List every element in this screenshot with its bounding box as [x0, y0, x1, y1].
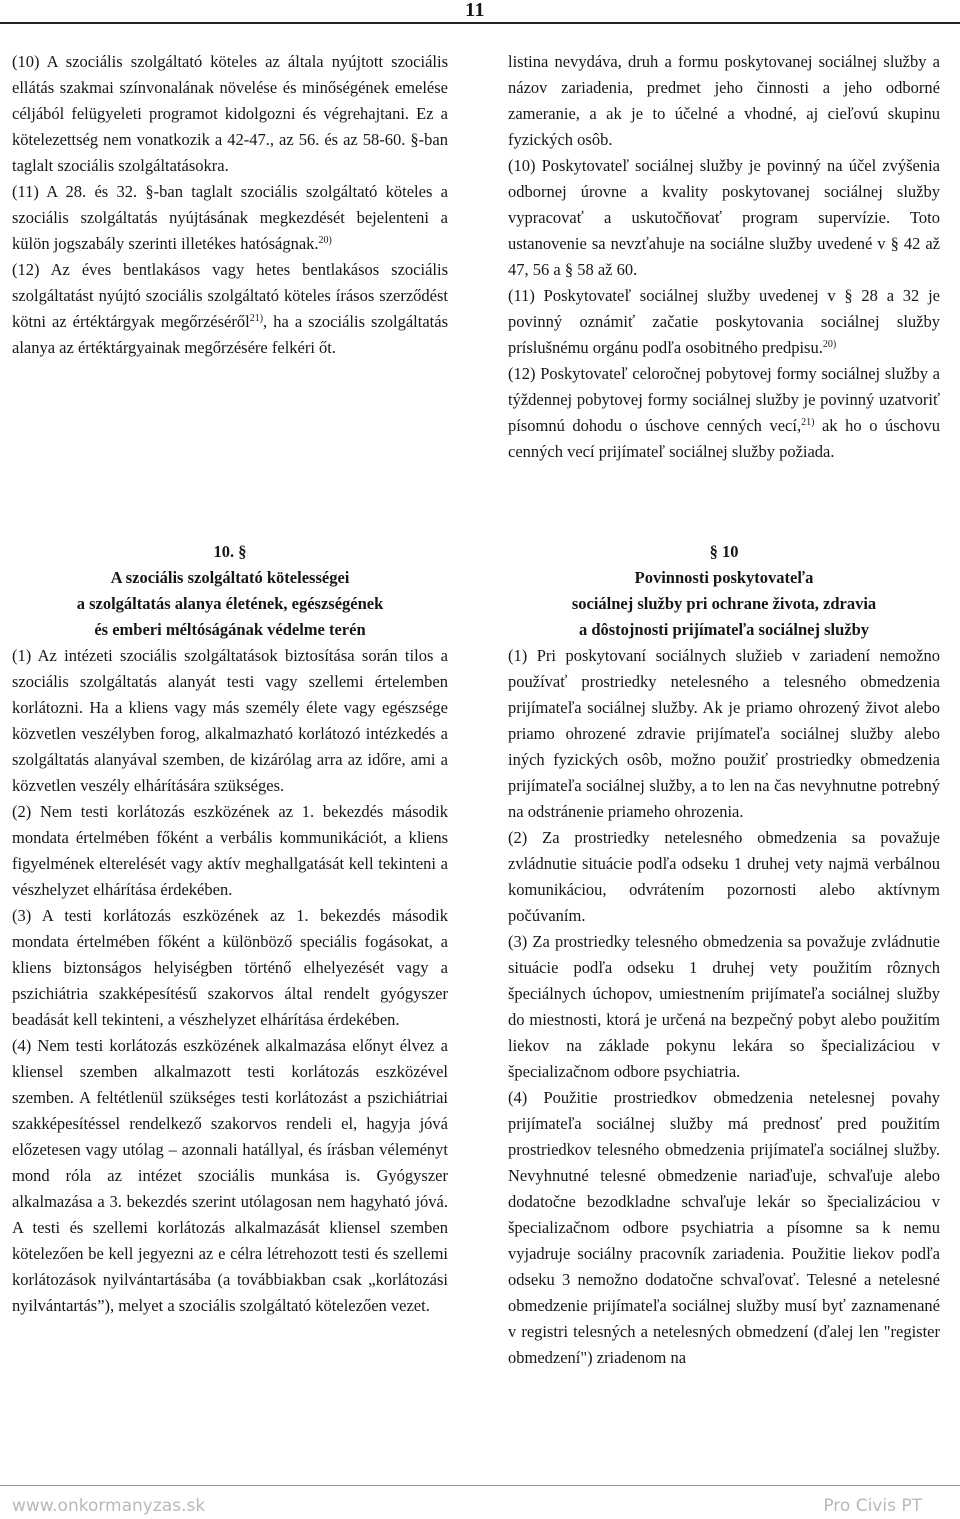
right-paragraph-10: (10) Poskytovateľ sociálnej služby je povinný na účel zvýšenia odbornej úrovne a kvality poskytovanej sociálnej služby vypracovať a uskutočňovať program supervízie. Toto ustanovenie sa nevzťahuje na sociálne služby uvedené v § 42 až 47, 56 a § 58 až 60.: [508, 156, 940, 279]
footnote-ref: 21): [249, 313, 264, 324]
left-heading-line: és emberi méltóságának védelme terén: [94, 620, 366, 639]
footnote-ref: 21): [801, 417, 815, 428]
right-heading-line: a dôstojnosti prijímateľa sociálnej služby: [578, 620, 870, 639]
left-section-number: 10. §: [213, 542, 247, 561]
footer-rule: [0, 1485, 960, 1486]
right-section-paragraph-2: (2) Za prostriedky netelesného obmedzenia sa považuje zvládnutie situácie podľa odseku 1 druhej vety najmä verbálnou komunikáciou, odvrátením pozornosti alebo aktívnym počúvaním.: [508, 828, 940, 925]
right-section-number: § 10: [709, 542, 739, 561]
right-section-10: [508, 539, 940, 1371]
footer-website: www.onkormanyzas.sk: [12, 1496, 206, 1516]
right-paragraph-continuation: listina nevydáva, druh a formu poskytovanej sociálnej služby a názov zariadenia, predmet jeho činnosti a jeho odborné zameranie, a ak je to účelné a vhodné, aj cieľovú skupinu fyzických osôb.: [508, 52, 940, 149]
right-paragraph-11: (11) Poskytovateľ sociálnej služby uvedenej v § 28 a 32 je povinný oznámiť začatie poskytovania sociálnej služby príslušnému orgánu podľa osobitného predpisu.$^{20)}$: [508, 286, 940, 357]
footnote-ref: 20): [318, 235, 332, 246]
left-heading-line: A szociális szolgáltató kötelességei: [110, 568, 350, 587]
right-section-paragraph-4: (4) Použitie prostriedkov obmedzenia netelesnej povahy prijímateľa sociálnej služby má prednosť pred použitím prostriedkov telesného obmedzenia prijímateľa sociálnej služby. Nevyhnutné telesné obmedzenie nariaďuje, schvaľuje alebo dodatočne bezodkladne schvaľuje lekár so špecializáciou v špecializačnom odbore psychiatria a písomne sa k nemu vyjadruje sociálny pracovník zariadenia. Použitie liekov podľa odseku 3 nemožno dodatočne schvaľovať. Telesné a netelesné obmedzenie prijímateľa sociálnej služby musí byť zaznamenané v registri telesných a netelesných obmedzení (ďalej len "register obmedzení") zriadenom na: [508, 1088, 940, 1367]
left-section-paragraph-4: (4) Nem testi korlátozás eszközének alkalmazása előnyt élvez a kliensel szemben alkalmazott testi korlátozás eszközével szemben. A feltétlenül szükséges testi korlátozást a pszichiátriai szakképesítéssel rendelkező szakorvos rendeli el, hagyja jóvá előzetesen vagy utólag – azonnali hatállyal, és írásban véleményt mond róla az intézet szociális munkása is. Gyógyszer alkalmazása a 3. bekezdés szerint utólagosan nem hagyható jóvá. A testi és szellemi korlátozás alkalmazását kliensel szemben kötelezően be kell jegyezni az e célra létrehozott testi és szellemi korlátozások nyilvántartásába (a továbbiakban csak „korlátozási nyilvántartás”), melyet a szociális szolgáltató kötelezően vezet.: [12, 1036, 448, 1315]
left-paragraph-11: (11) A 28. és 32. §-ban taglalt szociális szolgáltató köteles a szociális szolgáltatás nyújtásának megkezdését bejelenteni a külön jogszabály szerinti illetékes hatóságnak.$^{20)}$: [12, 182, 448, 253]
left-section-10: [12, 539, 448, 1319]
right-paragraph-12: (12) Poskytovateľ celoročnej pobytovej formy sociálnej služby a týždennej pobytovej formy sociálnej služby je povinný uzatvoriť písomnú dohodu o úschove cenných vecí,$^{21)}$ ak ho o úschovu cenných vecí prijímateľ sociálnej služby požiada.: [508, 364, 941, 461]
right-section-paragraph-3: (3) Za prostriedky telesného obmedzenia sa považuje zvládnutie situácie podľa odseku 1 druhej vety použitím rôznych špeciálnych úchopov, umiestnením prijímateľa sociálnej služby do miestnosti, ktorá je určená na bezpečný pobyt alebo použitím liekov na základe pokynu lekára so špecializáciou v špecializačnom odbore psychiatria.: [508, 932, 940, 1081]
right-heading-line: sociálnej služby pri ochrane života, zdravia: [571, 594, 877, 613]
left-paragraph-12: (12) Az éves bentlakásos vagy hetes bentlakásos szociális szolgáltatást nyújtó szociális szolgáltató köteles írásos szerződést kötni az értéktárgyak megőrzéséről$^{21)}$, ha a szociális szolgáltatás alanya az értéktárgyainak megőrzésére felkéri őt.: [12, 260, 449, 357]
footnote-ref: 20): [822, 339, 837, 350]
right-section-paragraph-1: (1) Pri poskytovaní sociálnych služieb v zariadení nemožno používať prostriedky netelesného a telesného obmedzenia prijímateľa sociálnej služby. Ak je priamo ohrozený život alebo priamo ohrozené zdravie prijímateľa sociálnej služby alebo iných fyzických osôb, možno použiť prostriedky obmedzenia prijímateľa sociálnej služby, a to len na čas nevyhnutne potrebný na odstránenie priameho ohrozenia.: [508, 646, 940, 821]
left-section-paragraph-2: (2) Nem testi korlátozás eszközének az 1. bekezdés második mondata értelmében főként a verbális kommunikációt, a kliens figyelmének elterelését vagy aktív meghallgatását kell tekinteni a vészhelyzet elhárítása érdekében.: [12, 802, 448, 899]
right-heading-line: Povinnosti poskytovateľa: [634, 568, 814, 587]
left-section-paragraph-3: (3) A testi korlátozás eszközének az 1. bekezdés második mondata értelmében főként a különböző speciális fogásokat, a kliens biztonságos helyiségben történő elhelyezését vagy a pszichiátria szakképesítésű szakorvos által rendelt gyógyszer beadását kell tekinteni, a vészhelyzet elhárítása érdekében.: [12, 906, 448, 1029]
header-rule: [0, 22, 960, 24]
left-section-heading: [12, 539, 448, 643]
left-paragraph-10: (10) A szociális szolgáltató köteles az általa nyújtott szociális ellátás szakmai színvonalának növelése és minőségének emelése céljából felügyeleti programot kidolgozni és végrehajtani. Ez a kötelezettség nem vonatkozik a 42-47., az 56. és az 58-60. §-ban taglalt szociális szolgáltatásokra.: [12, 52, 448, 175]
right-top-text: [508, 49, 940, 465]
left-section-paragraph-1: (1) Az intézeti szociális szolgáltatások biztosítása során tilos a szociális szolgáltatás alanyát testi vagy szellemi értelemben korlátozni. Ha a kliens vagy más személy élete vagy egészsége közvetlen veszélyben forog, alkalmazható korlátozó intézkedés a szolgáltatás alanyával szemben, de kizárólag arra az időre, ami a közvetlen veszély elhárítására szükséges.: [12, 646, 448, 795]
footer-publisher: Pro Civis PT: [823, 1496, 922, 1516]
page-number: 11: [465, 0, 485, 21]
right-section-heading: [508, 539, 940, 643]
left-heading-line: a szolgáltatás alanya életének, egészségének: [76, 594, 384, 613]
left-top-text: [12, 49, 448, 361]
